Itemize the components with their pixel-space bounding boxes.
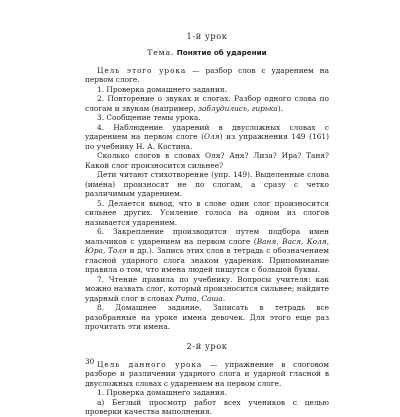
step-4 xyxy=(85,123,329,152)
step-2-example: заблудились, гирька xyxy=(197,103,278,113)
step-8: 8. Домашнее задание. Записать в тетрадь все разобранные на уроке имена девочек. Для этого еще раз прочитать эти имена. xyxy=(85,303,329,331)
lesson-2-step-1a: а) Беглый просмотр работ всех учеников с целью проверки качества выполнения. xyxy=(85,397,329,416)
lesson-2-step-1: 1. Проверка домашнего задания. xyxy=(97,388,227,397)
goal-label: Цель этого урока xyxy=(97,65,187,75)
lesson-2-goal-label: Цель данного урока xyxy=(97,359,203,369)
step-7-words: Рита, Саша xyxy=(175,293,223,303)
step-6-names: Ваня, Вася, Коля, Юра, Толя xyxy=(85,236,330,255)
step-2 xyxy=(85,94,329,113)
step-2-end: ). xyxy=(277,103,283,113)
lesson-text xyxy=(85,32,329,417)
step-4-source: ) из упражнения 149 (161) по учебнику Н. А. Костина. xyxy=(85,132,329,151)
step-7-text: 7. Чтение правила по учебнику. Вопросы учителя: как можно назвать слог, который произносится сильнее; найдите ударный слог в словах xyxy=(85,274,329,303)
step-6 xyxy=(85,227,329,275)
topic-prefix: Тема. xyxy=(147,48,175,57)
lesson-2-goal xyxy=(85,360,329,389)
step-6-rest: и др.). Запись этих слов в тетрадь с обозначением гласной ударного слога знаком ударения. Припоминание правила о том, что имена людей пишутся с большой буквы. xyxy=(85,246,329,274)
step-4-reading: Дети читают стихотворение (упр. 149). Выделенные слова (имена) произносят не по слогам, а сразу с четко различимым ударением. xyxy=(85,170,329,198)
lesson-1-goal xyxy=(85,66,329,85)
step-6-text: 6. Закрепление производится путем подбора имен мальчиков с ударением на первом слоге ( xyxy=(85,227,329,246)
lesson-2-goal-text: — упражнение в слоговом разборе и различении ударного слога и ударной гласной в двусложных словах с ударением на первом слоге. xyxy=(85,359,329,388)
goal-text: — разбор слов с ударением на первом слоге. xyxy=(85,65,329,84)
step-7-end: . xyxy=(222,293,226,303)
step-5: 5. Делается вывод, что в слове один слог произносится сильнее других. Усиление голоса на одном из слогов называется ударением. xyxy=(85,198,329,227)
step-4-example: Оля xyxy=(204,132,220,141)
step-2-text: 2. Повторение о звуках и слогах. Разбор одного слова по слогам и звукам (например, xyxy=(85,94,329,113)
step-4-question: Сколько слогов в словах Оля? Аня? Лиза? Ира? Таня? Какой слог произносится сильнее? xyxy=(85,151,329,170)
lesson-1-heading: 1-й урок xyxy=(186,31,228,41)
step-4-text: 4. Наблюдение ударений в двусложных словах с ударением на первом слоге ( xyxy=(85,122,329,141)
lesson-2-heading: 2-й урок xyxy=(186,340,228,351)
step-1: 1. Проверка домашнего задания. xyxy=(97,84,227,94)
section-gap xyxy=(85,332,329,342)
topic-heading xyxy=(85,48,329,58)
page-number: 30 xyxy=(85,357,95,366)
step-7 xyxy=(85,275,329,304)
topic-title: Понятие об ударении xyxy=(176,48,267,57)
step-3: 3. Сообщение темы урока. xyxy=(97,113,201,122)
